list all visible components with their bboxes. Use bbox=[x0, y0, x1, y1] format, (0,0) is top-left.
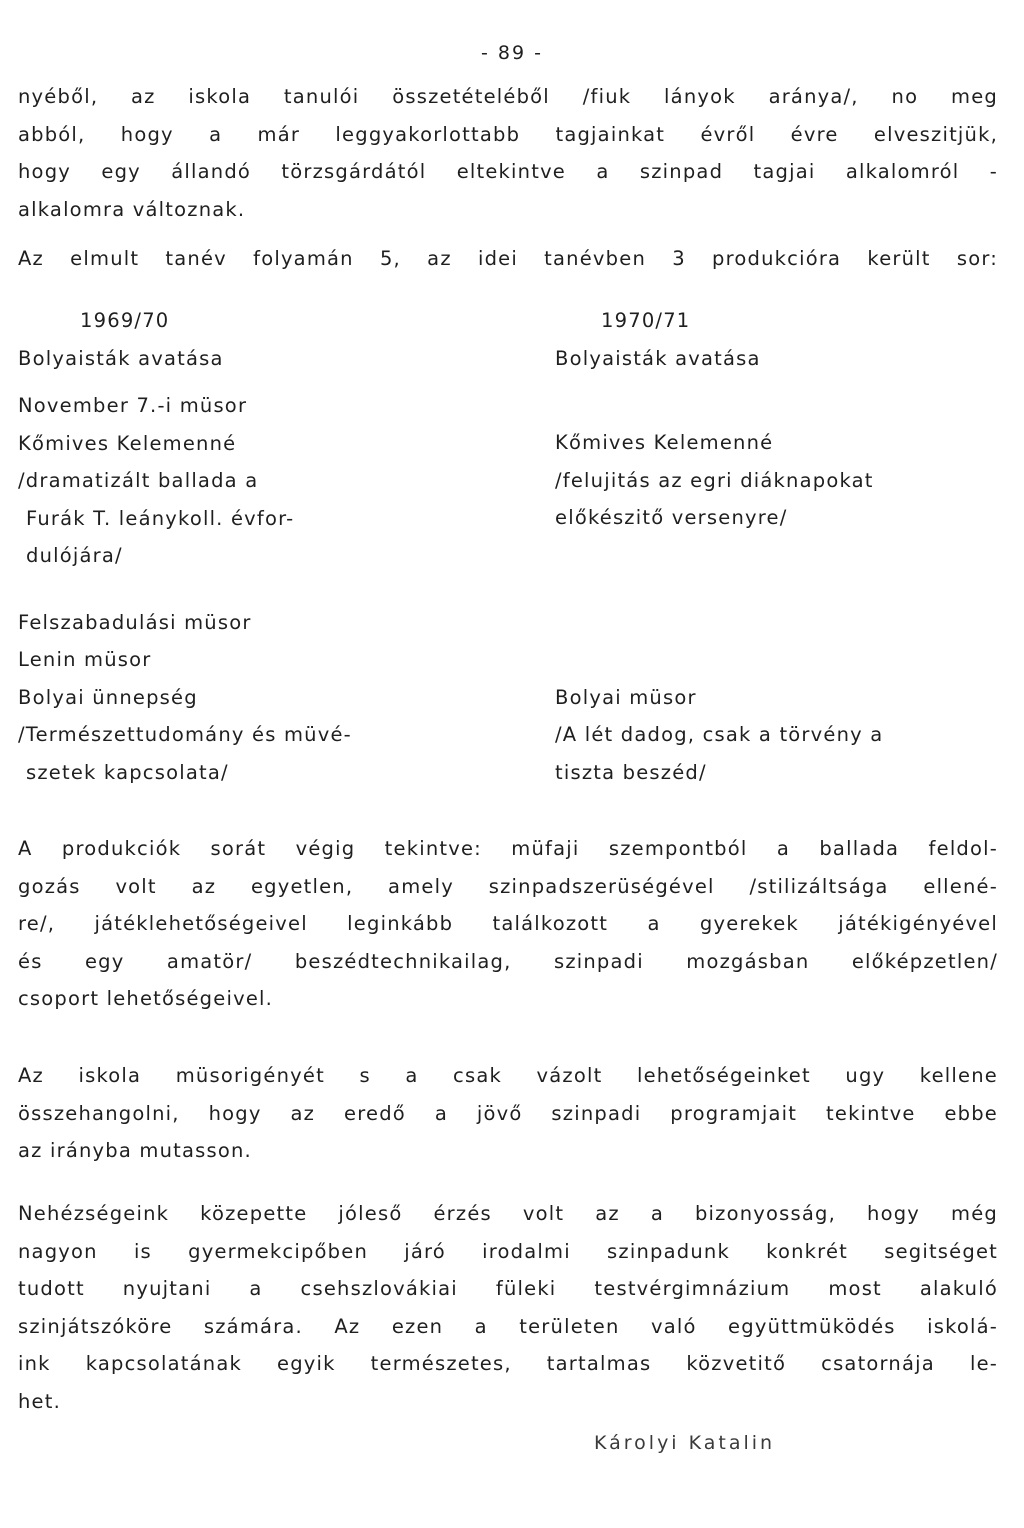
production-item: /dramatizált ballada a bbox=[18, 469, 259, 492]
production-item: tiszta beszéd/ bbox=[555, 760, 707, 784]
productions-paragraph bbox=[18, 830, 998, 1018]
text-line: A produkciók sorát végig tekintve: müfaji szempontból a ballada feldol- bbox=[18, 837, 998, 860]
production-item: Lenin müsor bbox=[18, 648, 152, 671]
text-line: csoport lehetőségeivel. bbox=[18, 987, 274, 1010]
production-item: Bolyai ünnepség bbox=[18, 685, 198, 709]
program-paragraph bbox=[18, 1057, 998, 1170]
author-signature: Károlyi Katalin bbox=[594, 1432, 776, 1454]
text-line: az irányba mutasson. bbox=[18, 1139, 252, 1162]
text-line: Az iskola müsorigényét s a csak vázolt lehetőségeinket ugy kellene bbox=[18, 1064, 998, 1087]
text-line: nyéből, az iskola tanulói összetételéből /fiuk lányok aránya/, no meg bbox=[18, 85, 998, 108]
production-item: /felujitás az egri diáknapokat bbox=[555, 468, 874, 492]
summary-line: Az elmult tanév folyamán 5, az idei tanévben 3 produkcióra került sor: bbox=[18, 247, 998, 270]
production-item: előkészitő versenyre/ bbox=[555, 506, 788, 529]
text-line: gozás volt az egyetlen, amely szinpadszerüségével /stilizáltsága ellené- bbox=[18, 874, 998, 898]
year-heading: 1970/71 bbox=[601, 309, 691, 332]
text-line: nagyon is gyermekcipőben járó irodalmi szinpadunk konkrét segitséget bbox=[18, 1239, 998, 1263]
page-number: - 89 - bbox=[481, 42, 543, 64]
productions-1969-70 bbox=[18, 302, 498, 791]
production-item: Furák T. leánykoll. évfor- bbox=[26, 506, 295, 530]
partnership-paragraph bbox=[18, 1195, 998, 1420]
production-item: Bolyaisták avatása bbox=[555, 346, 761, 370]
summary-paragraph bbox=[18, 240, 998, 278]
text-line: tudott nyujtani a csehszlovákiai füleki testvérgimnázium most alakuló bbox=[18, 1277, 998, 1300]
text-line: abból, hogy a már leggyakorlottabb tagjainkat évről évre elveszitjük, bbox=[18, 122, 998, 146]
production-item: Bolyaisták avatása bbox=[18, 346, 224, 370]
text-line: het. bbox=[18, 1389, 62, 1413]
text-line: alkalomra változnak. bbox=[18, 197, 246, 221]
production-item: dulójára/ bbox=[26, 544, 123, 567]
year-heading: 1969/70 bbox=[80, 309, 170, 332]
productions-1970-71 bbox=[555, 302, 1000, 791]
text-line: összehangolni, hogy az eredő a jövő szinpadi programjait tekintve ebbe bbox=[18, 1101, 998, 1125]
text-line: és egy amatör/ beszédtechnikailag, szinpadi mozgásban előképzetlen/ bbox=[18, 949, 998, 973]
production-item: Kőmives Kelemenné bbox=[555, 431, 774, 454]
text-line: ink kapcsolatának egyik természetes, tartalmas közvetitő csatornája le- bbox=[18, 1352, 998, 1375]
text-line: re/, játéklehetőségeivel leginkább találkozott a gyerekek játékigényével bbox=[18, 912, 998, 935]
production-item: Felszabadulási müsor bbox=[18, 610, 252, 634]
production-item: /A lét dadog, csak a törvény a bbox=[555, 723, 884, 746]
text-line: Nehézségeink közepette jóleső érzés volt az a bizonyosság, hogy még bbox=[18, 1202, 998, 1225]
production-item: November 7.-i müsor bbox=[18, 394, 248, 417]
intro-paragraph bbox=[18, 78, 998, 228]
production-item: /Természettudomány és müvé- bbox=[18, 723, 352, 746]
text-line: szinjátszóköre számára. Az ezen a területen való együttmüködés iskolá- bbox=[18, 1314, 998, 1338]
production-item: Bolyai müsor bbox=[555, 685, 697, 709]
production-item: Kőmives Kelemenné bbox=[18, 431, 237, 455]
text-line: hogy egy állandó törzsgárdától eltekintve a szinpad tagjai alkalomról - bbox=[18, 160, 998, 183]
production-item: szetek kapcsolata/ bbox=[26, 760, 229, 784]
